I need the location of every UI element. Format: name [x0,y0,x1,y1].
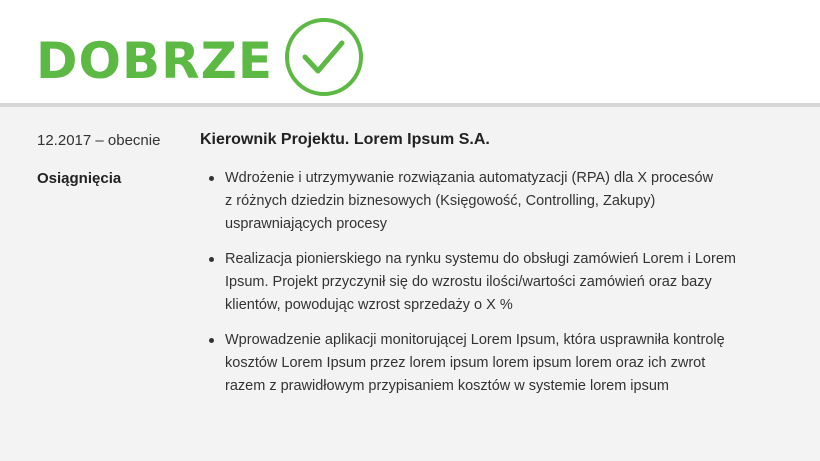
achievements-label: Osiągnięcia [37,170,122,187]
achievement-line: z różnych dziedzin biznesowych (Księgowość, Controlling, Zakupy) [225,193,656,209]
bullet-icon [209,176,214,181]
achievement-item [209,329,779,398]
header-divider [0,103,820,107]
achievement-line: Realizacja pionierskiego na rynku systemu do obsługi zamówień Lorem i Lorem [225,251,736,267]
bullet-icon [209,257,214,262]
achievements-list [209,167,779,398]
page-title: DOBRZE [36,32,274,90]
header [0,0,820,103]
achievement-line: Wdrożenie i utrzymywanie rozwiązania automatyzacji (RPA) dla X procesów [225,170,714,186]
achievement-item [209,167,779,236]
date-range: 12.2017 – obecnie [37,132,161,149]
achievement-line: Wprowadzenie aplikacji monitorującej Lorem Ipsum, która usprawniła kontrolę [225,332,725,348]
achievement-line: razem z prawidłowym przypisaniem kosztów w systemie lorem ipsum [225,378,669,394]
achievement-line: Ipsum. Projekt przyczynił się do wzrostu ilości/wartości zamówień oraz bazy [225,274,712,290]
achievement-line: usprawniających procesy [225,216,387,232]
bullet-icon [209,338,214,343]
achievement-item [209,248,779,317]
achievement-line: kosztów Lorem Ipsum przez lorem ipsum lorem ipsum lorem oraz ich zwrot [225,355,706,371]
achievement-line: klientów, powodując wzrost sprzedaży o X % [225,297,513,313]
check-circle-icon [284,17,364,97]
job-title: Kierownik Projektu. Lorem Ipsum S.A. [200,131,490,148]
